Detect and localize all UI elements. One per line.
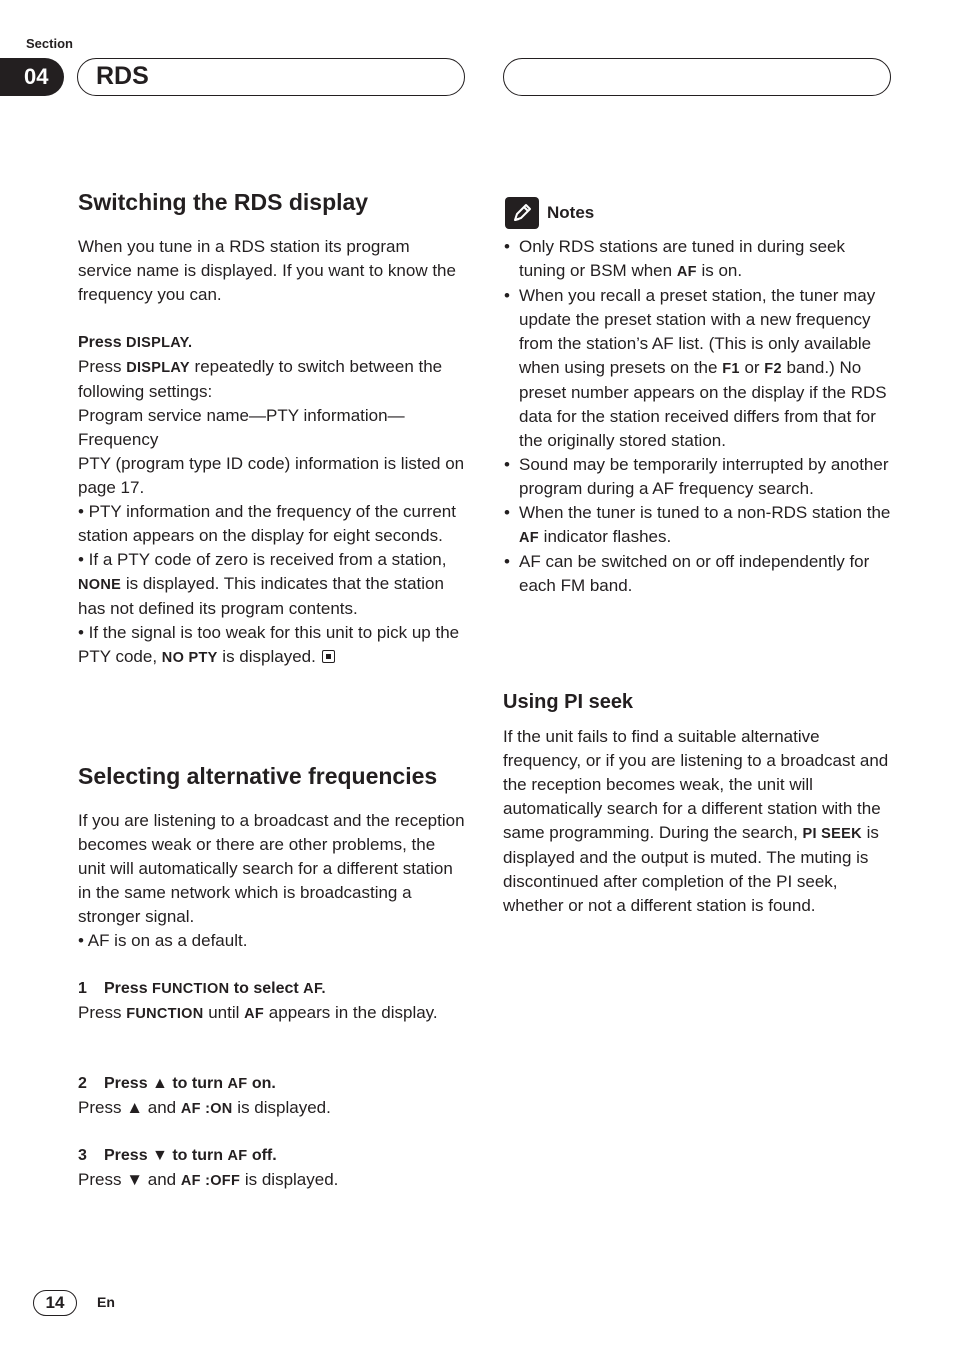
switching-steps — [78, 331, 468, 670]
f2-key: F2 — [764, 361, 782, 377]
desc-text: is displayed. — [240, 1170, 339, 1189]
switching-heading: Switching the RDS display — [78, 189, 369, 215]
desc-text: Press — [78, 357, 127, 376]
switching-intro — [78, 235, 466, 307]
pi-seek-section — [503, 689, 893, 715]
af-key: AF — [227, 1148, 248, 1164]
step-2-desc — [78, 1096, 468, 1121]
pi-seek-body — [503, 725, 891, 918]
up-arrow-icon: ▲ — [152, 1075, 168, 1092]
desc-text: and — [143, 1170, 181, 1189]
switching-intro-text: When you tune in a RDS station its program service name is displayed. If you want to know the frequency you can. — [78, 237, 456, 304]
switching-desc-4: • PTY information and the frequency of the current station appears on the display for eight seconds. — [78, 502, 456, 545]
desc-text: repeatedly to switch between the following settings: — [78, 357, 443, 401]
switching-desc-1 — [78, 355, 468, 404]
step-text: Press — [78, 334, 127, 351]
note-text: When the tuner is tuned to a non-RDS station the — [519, 503, 891, 522]
af-on-indicator: AF :ON — [180, 1101, 233, 1117]
switching-section — [78, 188, 468, 216]
section-title-box — [77, 58, 465, 96]
desc-text: Press — [78, 1098, 127, 1117]
step-number: 1 — [78, 980, 87, 997]
af-key: AF — [244, 1006, 265, 1022]
af-key: AF — [519, 530, 539, 546]
selecting-intro-text: If you are listening to a broadcast and the reception becomes weak or there are other problems, the unit will automatically search for a different station in the same network which is broadcasting a stronger signal. — [78, 811, 465, 926]
step-text: on. — [247, 1075, 276, 1092]
step-2-heading — [78, 1072, 468, 1096]
selecting-section — [78, 762, 478, 790]
switching-step-heading — [78, 331, 468, 355]
up-arrow-icon: ▲ — [126, 1098, 144, 1117]
note-text: indicator flashes. — [538, 527, 672, 546]
desc-text: is displayed. This indicates that the station has not defined its program contents. — [78, 574, 444, 618]
step-number: 2 — [78, 1075, 87, 1092]
note-item — [503, 235, 893, 284]
desc-text: is displayed. — [217, 647, 316, 666]
desc-text: If the unit fails to find a suitable alternative frequency, or if you are listening to a broadcast and the reception becomes weak, the unit will automatically search for a different station with the same programming. During the search, — [503, 727, 889, 842]
step-text: off. — [247, 1147, 277, 1164]
language-label: En — [97, 1294, 115, 1310]
desc-text: is displayed and the output is muted. The muting is discontinued after completion of the PI seek, whether or not a different station is found. — [503, 823, 879, 915]
desc-text: • If the signal is too weak for this unit to pick up the PTY code, — [78, 623, 460, 666]
switching-desc-5 — [78, 548, 468, 621]
switching-desc-6 — [78, 621, 468, 670]
switching-desc-2: Program service name—PTY information—Frequency — [78, 406, 405, 449]
note-item: • Sound may be temporarily interrupted by another program during a AF frequency search. — [503, 453, 893, 501]
end-of-section-icon — [322, 650, 335, 663]
desc-text: Press — [78, 1003, 127, 1022]
down-arrow-icon: ▼ — [126, 1170, 144, 1189]
af-key: AF — [227, 1076, 248, 1092]
step-text: Press — [104, 1147, 153, 1164]
step-text: to select — [229, 980, 304, 997]
af-key: AF — [676, 264, 697, 280]
step-text: to turn — [167, 1147, 228, 1164]
step-3-desc — [78, 1168, 468, 1193]
selecting-intro — [78, 809, 466, 953]
pi-seek-heading: Using PI seek — [503, 691, 634, 713]
selecting-step-2 — [78, 1072, 468, 1121]
note-text: band.) No preset number appears on the display if the RDS data for the station received differs from that for the originally stored station. — [519, 358, 887, 450]
switching-desc-3: PTY (program type ID code) information is listed on page 17. — [78, 454, 465, 497]
note-item — [503, 284, 893, 453]
function-key: FUNCTION — [126, 1006, 204, 1022]
desc-text: • If a PTY code of zero is received from a station, — [78, 550, 447, 569]
af-off-indicator: AF :OFF — [180, 1173, 241, 1189]
function-key: FUNCTION — [152, 981, 230, 997]
pi-seek-indicator: PI SEEK — [802, 826, 862, 842]
step-3-heading — [78, 1144, 468, 1168]
pi-seek-text — [503, 725, 891, 918]
desc-text: and — [143, 1098, 181, 1117]
selecting-heading: Selecting alternative frequencies — [78, 763, 438, 789]
f1-key: F1 — [722, 361, 740, 377]
section-label: Section — [26, 36, 73, 51]
step-1-heading — [78, 977, 468, 1001]
note-text: When you recall a preset station, the tuner may update the preset station with a new frequency from the station’s AF list. (This is only available when using presets on the — [519, 286, 876, 377]
desc-text: Press — [78, 1170, 127, 1189]
desc-text: appears in the display. — [264, 1003, 438, 1022]
af-key: AF. — [303, 981, 326, 997]
note-item — [503, 501, 893, 550]
header-blank-box — [503, 58, 891, 96]
section-number-tab: 04 — [0, 58, 64, 96]
selecting-bullet: • AF is on as a default. — [78, 931, 248, 950]
note-text: is on. — [696, 261, 743, 280]
selecting-step-1 — [78, 977, 468, 1026]
step-text: Press — [104, 980, 153, 997]
step-1-desc — [78, 1001, 468, 1026]
step-text: to turn — [167, 1075, 228, 1092]
display-key: DISPLAY — [126, 360, 190, 376]
note-text: Only RDS stations are tuned in during seek tuning or BSM when — [519, 237, 846, 280]
note-item: • AF can be switched on or off independently for each FM band. — [503, 550, 893, 598]
page-number: 14 — [33, 1290, 77, 1316]
section-title: RDS — [96, 62, 149, 90]
step-text: Press — [104, 1075, 153, 1092]
desc-text: until — [203, 1003, 245, 1022]
no-pty-indicator: NO PTY — [161, 650, 218, 666]
notes-pencil-icon — [505, 197, 539, 229]
display-key: DISPLAY. — [126, 335, 193, 351]
selecting-step-3 — [78, 1144, 468, 1193]
notes-list — [503, 235, 893, 598]
notes-title: Notes — [547, 203, 595, 222]
note-text: or — [739, 358, 765, 377]
step-number: 3 — [78, 1147, 87, 1164]
desc-text: is displayed. — [232, 1098, 331, 1117]
none-indicator: NONE — [78, 577, 122, 593]
down-arrow-icon: ▼ — [152, 1147, 168, 1164]
